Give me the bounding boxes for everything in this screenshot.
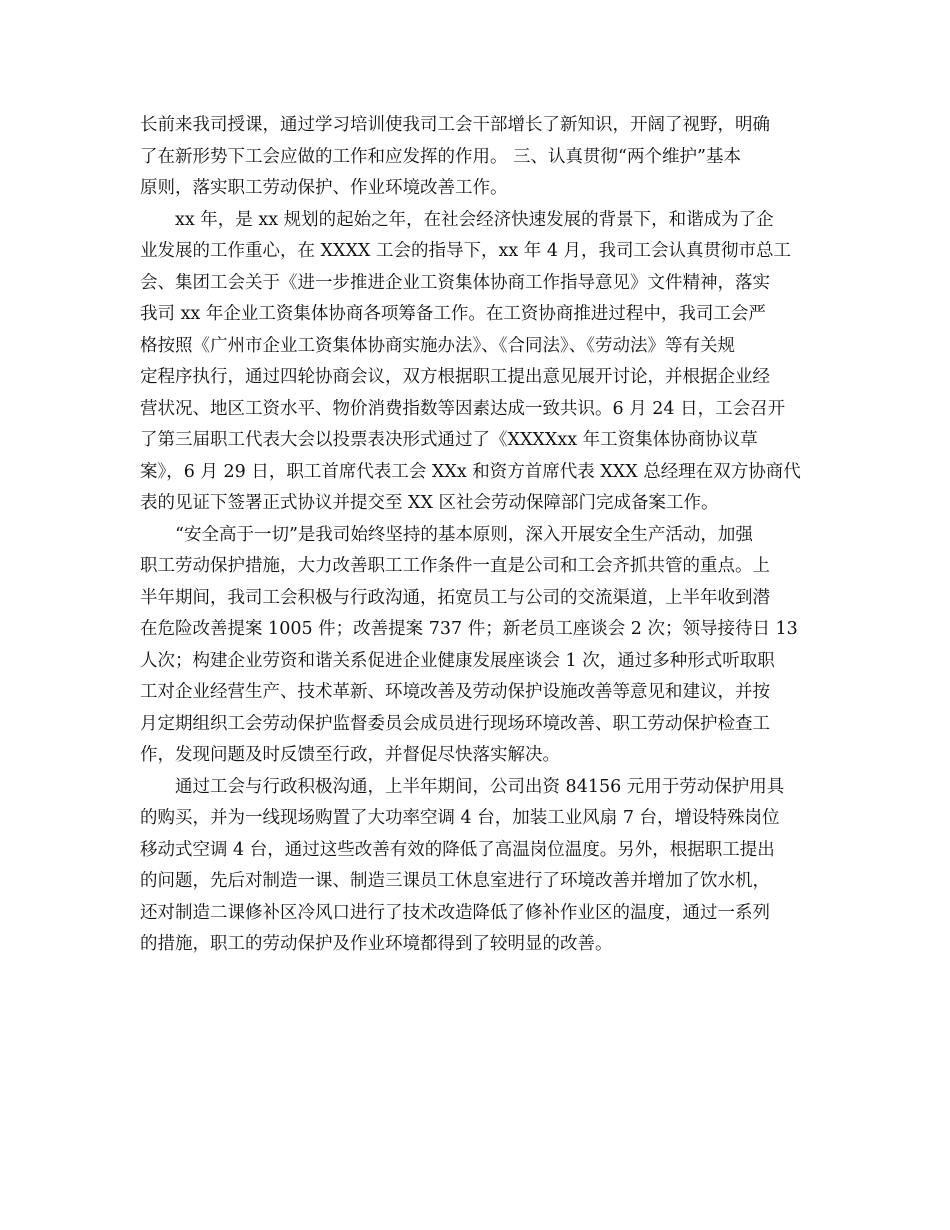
text-line: 会、集团工会关于《进一步推进企业工资集体协商工作指导意见》文件精神，落实 xyxy=(140,272,770,293)
text-line: 定程序执行，通过四轮协商会议，双方根据职工提出意见展开讨论，并根据企业经 xyxy=(140,367,770,387)
text-line: 原则，落实职工劳动保护、作业环境改善工作。 xyxy=(140,178,508,198)
document-page xyxy=(140,110,812,961)
text-line: 业发展的工作重心，在 XXXX 工会的指导下，xx 年 4 月，我司工会认真贯彻市总工 xyxy=(140,241,792,261)
text-line: 长前来我司授课，通过学习培训使我司工会干部增长了新知识，开阔了视野，明确 xyxy=(140,115,770,135)
text-line: 表的见证下签署正式协议并提交至 XX 区社会劳动保障部门完成备案工作。 xyxy=(140,493,719,513)
text-line: 半年期间，我司工会积极与行政沟通，拓宽员工与公司的交流渠道，上半年收到潜 xyxy=(140,587,770,608)
paragraph-1 xyxy=(140,110,812,205)
text-line: “安全高于一切”是我司始终坚持的基本原则，深入开展安全生产活动，加强 xyxy=(175,524,753,545)
text-line: 工对企业经营生产、技术革新、环境改善及劳动保护设施改善等意见和建议，并按 xyxy=(140,682,770,702)
text-line: 职工劳动保护措施，大力改善职工工作条件一直是公司和工会齐抓共管的重点。上 xyxy=(140,556,770,576)
text-line: 格按照《广州市企业工资集体协商实施办法》、《合同法》、《劳动法》等有关规 xyxy=(140,335,735,356)
text-line: 月定期组织工会劳动保护监督委员会成员进行现场环境改善、职工劳动保护检查工 xyxy=(140,713,770,734)
text-line: 案》，6 月 29 日，职工首席代表工会 XXx 和资方首席代表 XXX 总经理在双方协商代 xyxy=(140,461,801,482)
text-line: 了在新形势下工会应做的工作和应发挥的作用。 三、认真贯彻“两个维护”基本 xyxy=(140,146,741,167)
text-line: 在危险改善提案 1005 件；改善提案 737 件；新老员工座谈会 2 次；领导接待日 13 xyxy=(140,619,798,639)
paragraph-3 xyxy=(140,520,812,772)
text-line: 通过工会与行政积极沟通，上半年期间，公司出资 84156 元用于劳动保护用具 xyxy=(175,776,785,797)
text-line: 的购买，并为一线现场购置了大功率空调 4 台，加装工业风扇 7 台，增设特殊岗位 xyxy=(140,808,780,828)
text-line: 了第三届职工代表大会以投票表决形式通过了《XXXXxx 年工资集体协商协议草 xyxy=(140,430,758,450)
paragraph-4 xyxy=(140,772,812,961)
text-line: 营状况、地区工资水平、物价消费指数等因素达成一致共识。6 月 24 日，工会召开 xyxy=(140,398,786,419)
text-line: 还对制造二课修补区冷风口进行了技术改造降低了修补作业区的温度，通过一系列 xyxy=(140,902,770,923)
text-line: 移动式空调 4 台，通过这些改善有效的降低了高温岗位温度。另外，根据职工提出 xyxy=(140,839,775,860)
text-line: xx 年，是 xx 规划的起始之年，在社会经济快速发展的背景下，和谐成为了企 xyxy=(175,209,774,230)
text-line: 的措施，职工的劳动保护及作业环境都得到了较明显的改善。 xyxy=(140,934,613,954)
text-line: 的问题，先后对制造一课、制造三课员工休息室进行了环境改善并增加了饮水机， xyxy=(140,871,770,891)
text-line: 人次；构建企业劳资和谐关系促进企业健康发展座谈会 1 次，通过多种形式听取职 xyxy=(140,650,775,671)
text-line: 我司 xx 年企业工资集体协商各项筹备工作。在工资协商推进过程中，我司工会严 xyxy=(140,304,766,324)
paragraph-2 xyxy=(140,205,812,520)
text-line: 作，发现问题及时反馈至行政，并督促尽快落实解决。 xyxy=(140,745,560,765)
